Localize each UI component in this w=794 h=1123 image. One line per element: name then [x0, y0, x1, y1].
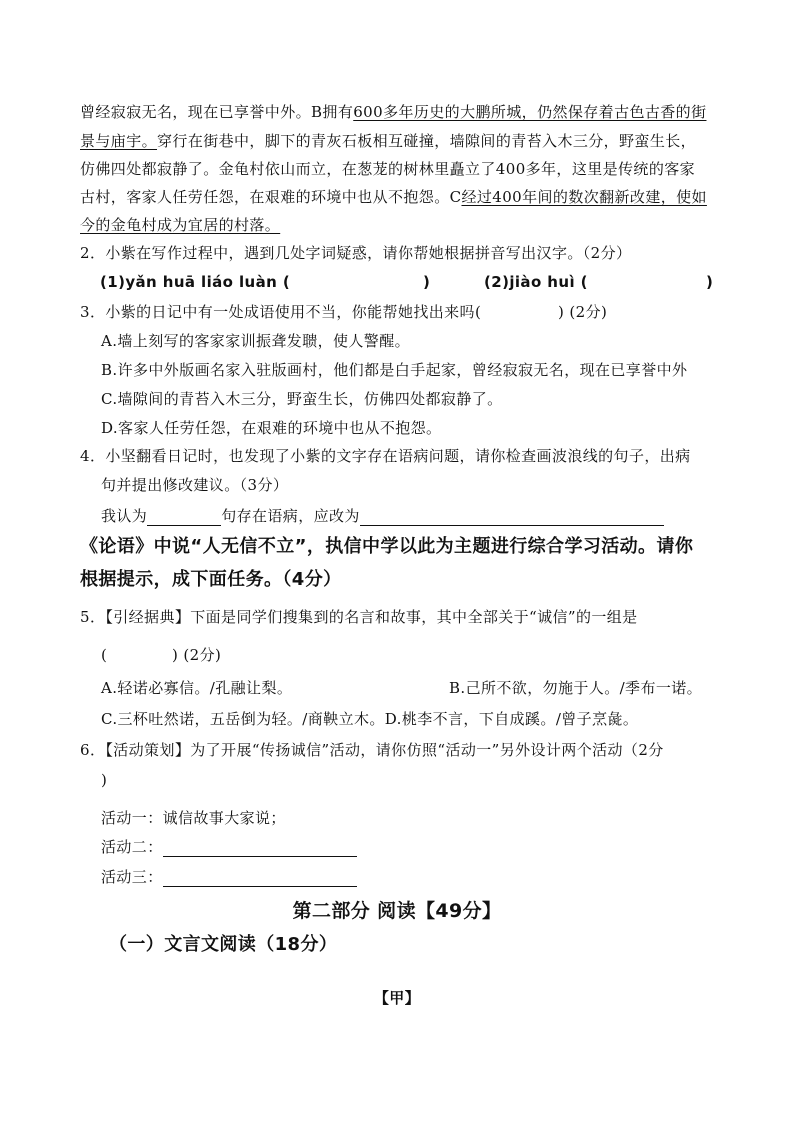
q5-stem: 5．【引经据典】下面是同学们搜集到的名言和故事，其中全部关于“诚信”的一组是: [80, 608, 638, 626]
classical-reading-heading: （一）文言文阅读（18分）: [109, 934, 338, 955]
q4-answer-prefix: 我认为: [101, 507, 148, 525]
passage-jia-label: 【甲】: [373, 989, 421, 1007]
q5-paren-close: ) (2分): [172, 646, 222, 664]
q2-pinyin-2-close: ): [706, 273, 714, 291]
part-two-title: 第二部分 阅读【49分】: [292, 900, 502, 922]
q5-option-cd: C.三杯吐然诺，五岳倒为轻。/商鞅立木。D.桃李不言，下自成蹊。/曾子烹彘。: [101, 710, 639, 728]
q4-revision-blank[interactable]: [360, 509, 664, 526]
passage-underlined-c: 经过400年间的数次翻新改建，使如: [461, 188, 707, 206]
q4-stem-2: 句并提出修改建议。（3分）: [101, 476, 289, 494]
q6-stem-2: ): [101, 771, 108, 789]
q4-answer-line: [101, 506, 664, 526]
q6-stem-1: 6．【活动策划】为了开展“传扬诚信”活动，请你仿照“活动一”另外设计两个活动（2分: [80, 741, 664, 759]
q4-sentence-blank[interactable]: [147, 509, 221, 526]
passage-text: 曾经寂寂无名，现在已享誉中外。B拥有: [80, 103, 354, 121]
q6-activity-3-blank[interactable]: [163, 870, 357, 887]
passage-line-4: [80, 187, 707, 207]
passage-underlined-b: 600多年历史的大鹏所城，仍然保存着古色古香的街: [353, 103, 707, 121]
q3-option-b: B.许多中外版画名家入驻版画村，他们都是白手起家，曾经寂寂无名，现在已享誉中外: [101, 361, 688, 379]
q6-activity-3: [101, 867, 357, 887]
q6-activity-2-label: 活动二：: [101, 838, 163, 856]
passage-underlined-c-end: 今的金龟村成为宜居的村落。: [80, 216, 281, 234]
q2-answer-1-blank[interactable]: [316, 272, 426, 292]
passage-text: 古村，客家人任劳任怨，在艰难的环境中也从不抱怨。C: [80, 188, 462, 206]
q5-option-a: A.轻诺必寡信。/孔融让梨。: [101, 679, 293, 697]
q3-option-d: D.客家人任劳任怨，在艰难的环境中也从不抱怨。: [101, 419, 442, 437]
passage-text: 穿行在街巷中，脚下的青灰石板相互碰撞，墙隙间的青苔入木三分，野蛮生长，: [157, 132, 697, 150]
passage-line-1: [80, 102, 706, 122]
q2-stem: 2．小紫在写作过程中，遇到几处字词疑惑，请你帮她根据拼音写出汉字。（2分）: [80, 244, 632, 262]
q6-activity-2-blank[interactable]: [163, 840, 357, 857]
q2-pinyin-2: (2)jiào huì (: [484, 273, 588, 291]
q3-option-c: C.墙隙间的青苔入木三分，野蛮生长，仿佛四处都寂静了。: [101, 390, 503, 408]
q2-pinyin-1-close: ): [423, 273, 431, 291]
q2-pinyin-1: (1)yǎn huā liáo luàn (: [100, 273, 291, 291]
section-intro-line-2: 根据提示，成下面任务。（4分）: [80, 569, 342, 590]
q6-activity-1: 活动一：诚信故事大家说；: [101, 809, 286, 827]
q5-answer-blank[interactable]: [112, 645, 172, 665]
q6-activity-2: [101, 837, 357, 857]
q3-answer-blank[interactable]: [494, 302, 554, 322]
q5-paren-open: (: [101, 646, 108, 664]
passage-line-5: [80, 215, 280, 235]
passage-line-3: 仿佛四处都寂静了。金龟村依山而立，在葱茏的树林里矗立了400多年，这里是传统的客家: [80, 160, 696, 178]
q3-stem-end: ) (2分): [558, 303, 608, 321]
q2-answer-2-blank[interactable]: [602, 272, 702, 292]
section-intro-line-1: 《论语》中说“人无信不立”，执信中学以此为主题进行综合学习活动。请你: [80, 536, 694, 557]
passage-underlined-b-end: 景与庙宇。: [80, 132, 158, 150]
passage-line-2: [80, 131, 696, 151]
q5-option-b: B.己所不欲，勿施于人。/季布一诺。: [449, 679, 703, 697]
q6-activity-3-label: 活动三：: [101, 868, 163, 886]
q4-answer-middle: 句存在语病，应改为: [221, 507, 360, 525]
q3-stem: 3．小紫的日记中有一处成语使用不当，你能帮她找出来吗(: [80, 303, 482, 321]
q3-option-a: A.墙上刻写的客家家训振聋发聩，使人警醒。: [101, 332, 411, 350]
q4-stem-1: 4．小坚翻看日记时，也发现了小紫的文字存在语病问题，请你检查画波浪线的句子，出病: [80, 447, 691, 465]
